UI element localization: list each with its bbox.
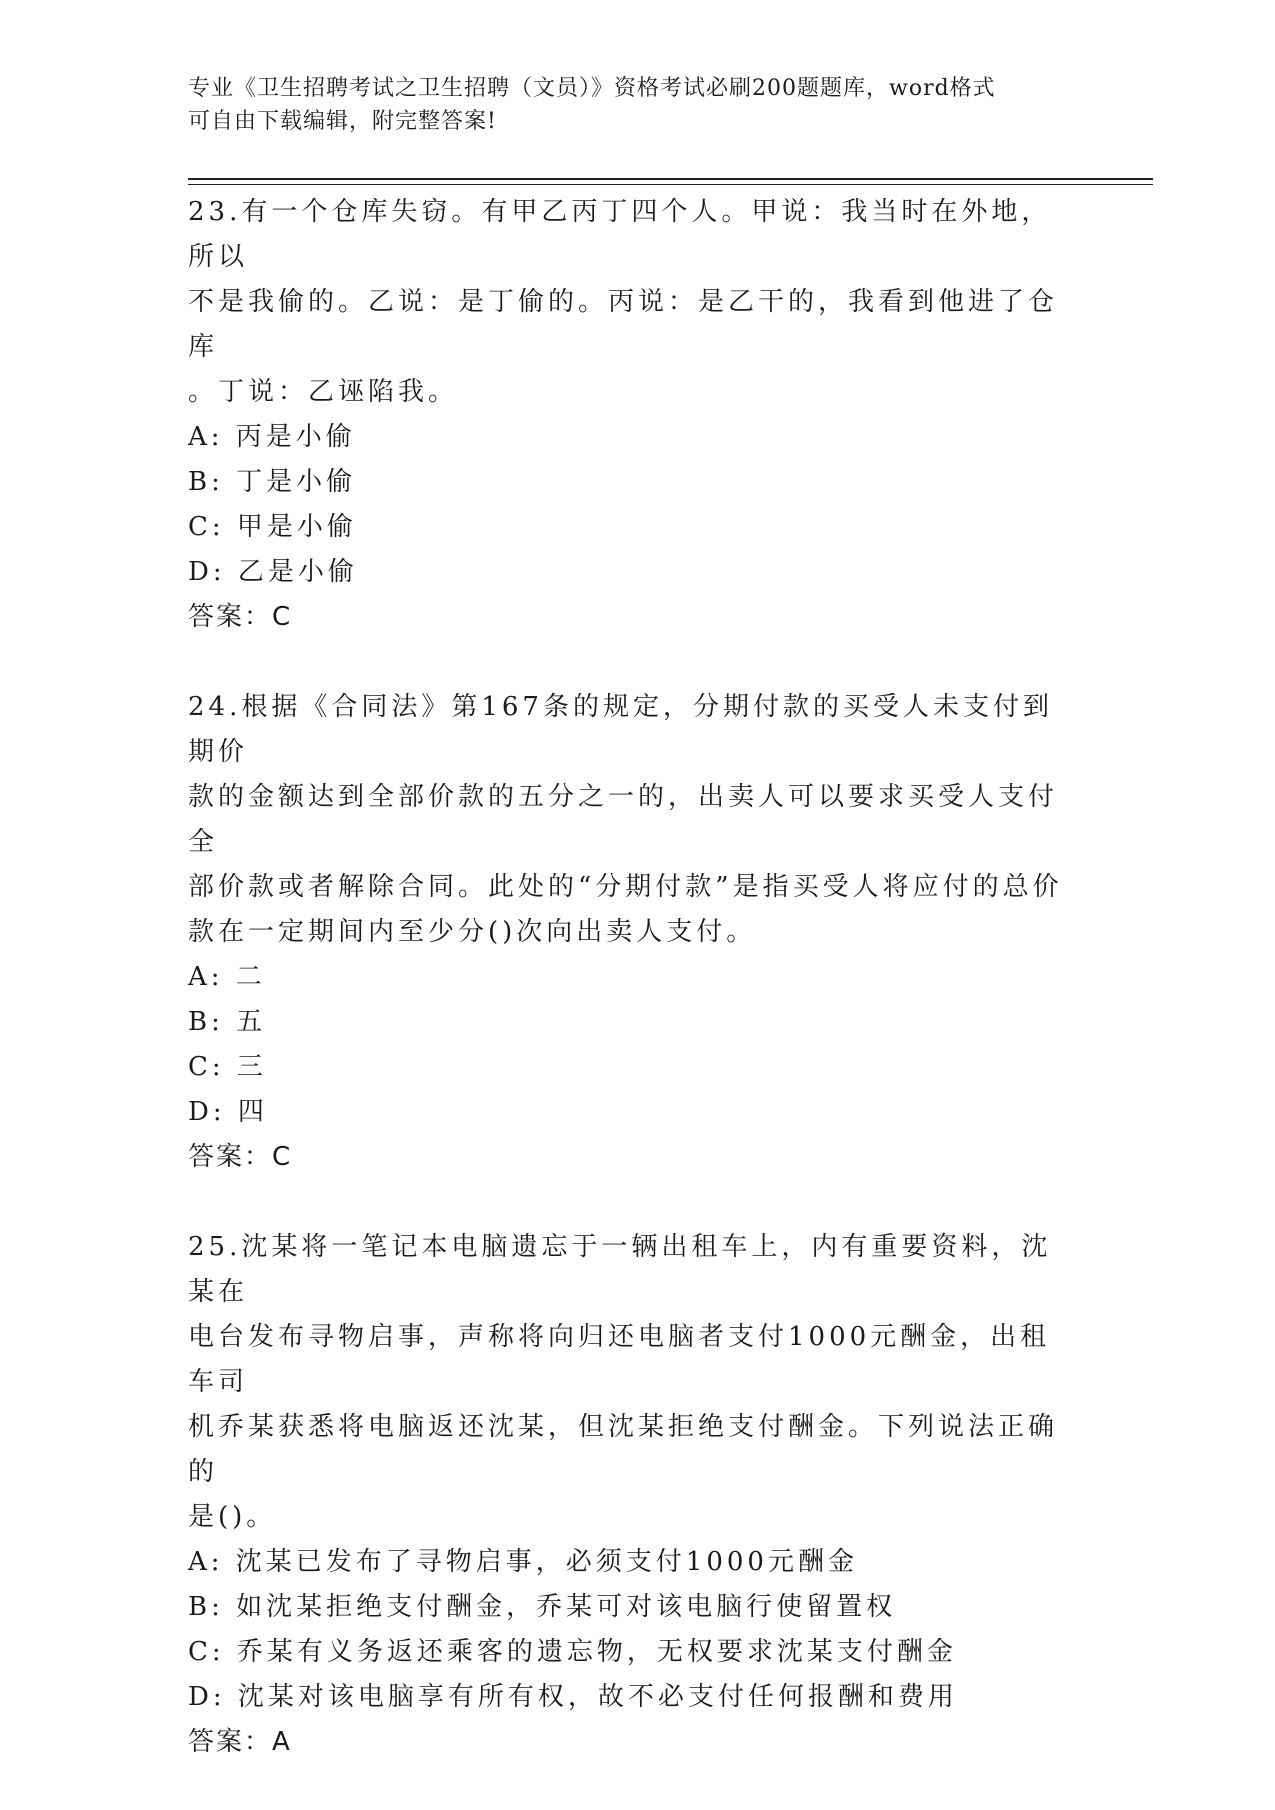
question-list [188, 190, 1068, 1810]
question-text-line: 款的金额达到全部价款的五分之一的，出卖人可以要求买受人支付全 [188, 782, 1059, 857]
option-a: A: 二 [188, 962, 266, 992]
option-a: A: 沈某已发布了寻物启事，必须支付1000元酬金 [188, 1547, 858, 1577]
header-rule-thick [188, 178, 1153, 180]
option-b: B: 五 [188, 1007, 267, 1037]
question-text-line: 不是我偷的。乙说：是丁偷的。丙说：是乙干的，我看到他进了仓库 [188, 287, 1059, 362]
question-text-line: 电台发布寻物启事，声称将向归还电脑者支付1000元酬金，出租车司 [188, 1322, 1051, 1397]
answer: 答案：C [188, 1142, 293, 1172]
question-text-line: 。丁说：乙诬陷我。 [188, 377, 459, 407]
question-text-line: 25.沈某将一笔记本电脑遗忘于一辆出租车上，内有重要资料，沈某在 [188, 1232, 1052, 1307]
option-b: B: 如沈某拒绝支付酬金，乔某可对该电脑行使留置权 [188, 1592, 897, 1622]
option-b: B: 丁是小偷 [188, 467, 357, 497]
header-rule-thin [188, 184, 1153, 185]
header-line-1: 专业《卫生招聘考试之卫生招聘（文员）》资格考试必刷200题题库，word格式 [188, 76, 996, 101]
question-text-line: 是()。 [188, 1502, 277, 1532]
option-c: C: 甲是小偷 [188, 512, 357, 542]
answer: 答案：C [188, 602, 293, 632]
header-line-2: 可自由下载编辑，附完整答案! [188, 109, 497, 134]
question-24 [188, 685, 1068, 1180]
answer: 答案：A [188, 1727, 292, 1757]
option-d: D: 沈某对该电脑享有所有权，故不必支付任何报酬和费用 [188, 1682, 958, 1712]
option-c: C: 乔某有义务返还乘客的遗忘物，无权要求沈某支付酬金 [188, 1637, 957, 1667]
question-25 [188, 1225, 1068, 1765]
question-text-line: 24.根据《合同法》第167条的规定，分期付款的买受人未支付到期价 [188, 692, 1053, 767]
question-text-line: 机乔某获悉将电脑返还沈某，但沈某拒绝支付酬金。下列说法正确的 [188, 1412, 1059, 1487]
question-text-line: 款在一定期间内至少分()次向出卖人支付。 [188, 917, 757, 947]
option-c: C: 三 [188, 1052, 267, 1082]
option-a: A: 丙是小偷 [188, 422, 356, 452]
question-text-line: 部价款或者解除合同。此处的“分期付款”是指买受人将应付的总价 [188, 872, 1063, 902]
question-text-line: 23.有一个仓库失窃。有甲乙丙丁四个人。甲说：我当时在外地，所以 [188, 197, 1052, 272]
option-d: D: 乙是小偷 [188, 557, 358, 587]
option-d: D: 四 [188, 1097, 268, 1127]
document-header [188, 72, 1068, 138]
question-23 [188, 190, 1068, 640]
